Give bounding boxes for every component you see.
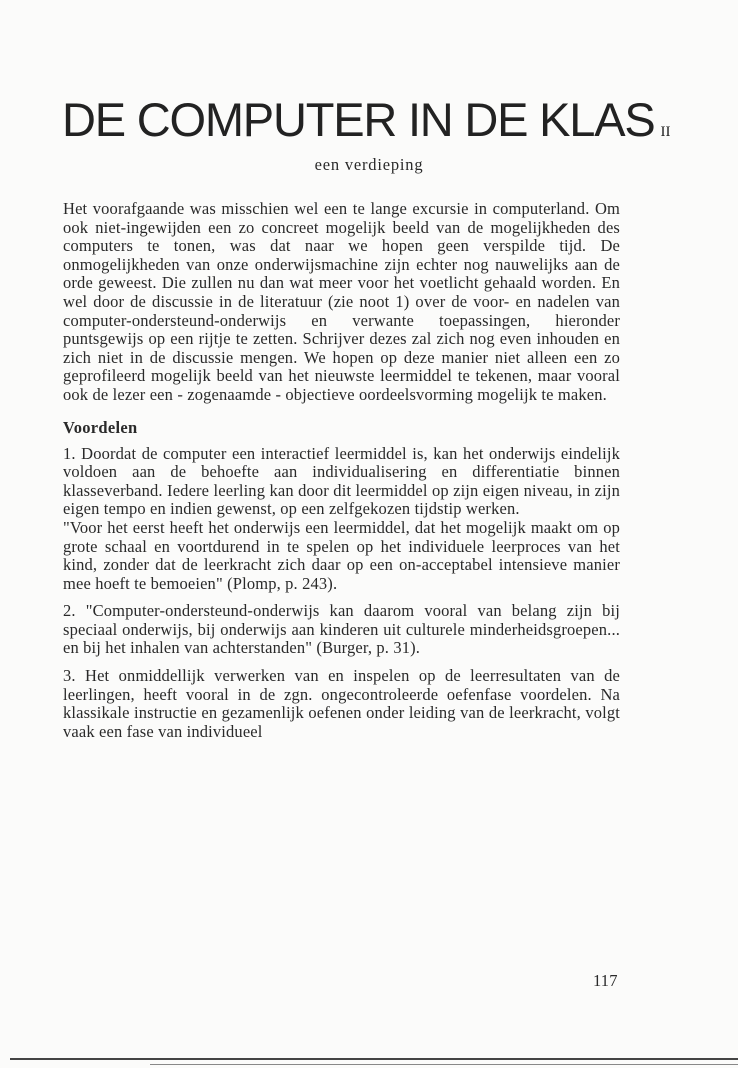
chapter-title (62, 93, 671, 146)
bottom-rule (10, 1058, 738, 1060)
chapter-title-text: DE COMPUTER IN DE KLAS (62, 93, 655, 146)
quote-plomp-paragraph: "Voor het eerst heeft het onderwijs een leermiddel, dat het mogelijk maakt om op grote schaal en voortdurend in te spelen op het individuele leerproces van het kind, zonder dat de leerkracht zich daar op een on-acceptabel intensieve manier mee hoeft te bemoeien" (Plomp, p. 243). (63, 517, 620, 593)
page-number: 117 (593, 971, 618, 990)
chapter-subtitle: een verdieping (314, 155, 424, 174)
point-3-paragraph: 3. Het onmiddellijk verwerken van en inspelen op de leerresultaten van de leerlingen, heeft vooral in de zgn. ongecontroleerde oefenfase voordelen. Na klassikale instructie en gezamenlijk oefenen onder leiding van de leerkracht, volgt vaak een fase van individueel (63, 666, 620, 741)
body-text (63, 200, 620, 741)
point-1-paragraph: 1. Doordat de computer een interactief leermiddel is, kan het onderwijs eindelijk voldoen aan de behoefte aan individualisering en differentiatie binnen klasseverband. Iedere leerling kan door dit leermiddel op zijn eigen niveau, in zijn eigen tempo en indien gewenst, op een zelfgekozen tijdstip werken. (63, 443, 620, 519)
point-2-paragraph: 2. "Computer-ondersteund-onderwijs kan daarom vooral van belang zijn bij speciaal onderwijs, bij onderwijs aan kinderen uit culturele minderheidsgroepen... en bij het inhalen van achterstanden" (Burger, p. 31). (63, 601, 620, 658)
section-heading: Voordelen (63, 417, 138, 437)
intro-paragraph: Het voorafgaande was misschien wel een te lange excursie in computerland. Om ook niet-ingewijden een zo concreet mogelijk beeld van de mogelijkheden des computers te tonen, was dat naar we hopen geen verspilde tijd. De onmogelijkheden van onze onderwijsmachine zijn echter nog nauwelijks aan de orde geweest. Die zullen nu dan wat meer voor het voetlicht gehaald worden. En wel door de discussie in de literatuur (zie noot 1) over de voor- en nadelen van computer-ondersteund-onderwijs en verwante toepassingen, hieronder puntsgewijs op een rijtje te zetten. Schrijver dezes zal zich nog even inhouden en zich niet in de discussie mengen. We hopen op deze manier niet alleen een zo geprofileerd mogelijk beeld van het nieuwste leermiddel te tekenen, maar vooral ook de lezer een - zogenaamde - objectieve oordeelsvorming mogelijk te maken. (63, 199, 620, 404)
volume-numeral: II (660, 124, 671, 140)
bottom-rule-secondary (150, 1064, 738, 1065)
